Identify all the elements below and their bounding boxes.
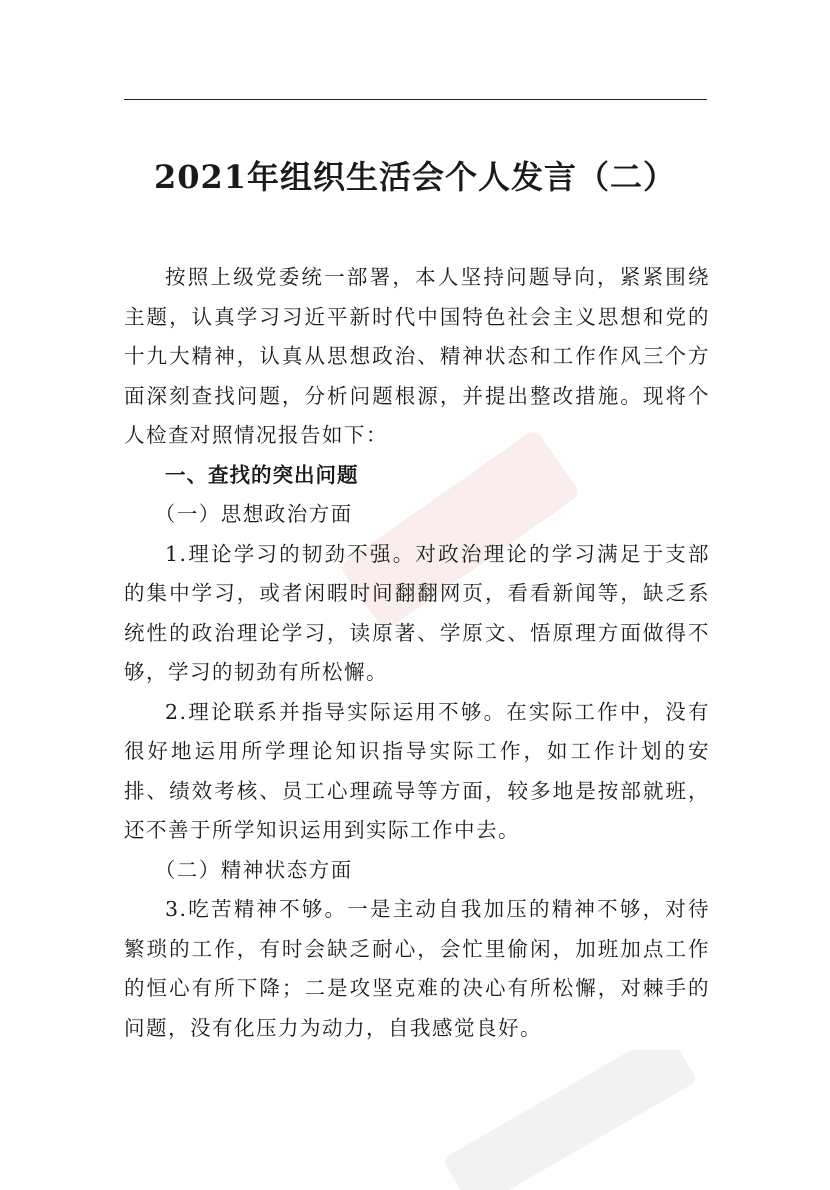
document-title: 2021年组织生活会个人发言（二） <box>153 158 677 196</box>
section-heading: 一、查找的突出问题 <box>165 462 359 487</box>
subsection-heading: （一）思想政治方面 <box>154 502 353 526</box>
intro-paragraph: 按照上级党委统一部署，本人坚持问题导向，紧紧围绕主题，认真学习习近平新时代中国特色社会主义思想和党的十九大精神，认真从思想政治、精神状态和工作作风三个方面深刻查找问题，分析问题根源，并提出整改措施。现将个人检查对照情况报告如下： <box>124 265 710 447</box>
item-paragraph: 1.理论学习的韧劲不强。对政治理论的学习满足于支部的集中学习，或者闲暇时间翻翻网页，看看新闻等，缺乏系统性的政治理论学习，读原著、学原文、悟原理方面做得不够，学习的韧劲有所松懈。 <box>124 541 710 684</box>
item-paragraph: 2.理论联系并指导实际运用不够。在实际工作中，没有很好地运用所学理论知识指导实际工作，如工作计划的安排、绩效考核、员工心理疏导等方面，较多地是按部就班，还不善于所学知识运用到实际工作中去。 <box>124 699 710 842</box>
document-body <box>124 258 710 1048</box>
watermark-logo-bottom <box>420 1050 720 1190</box>
item-paragraph: 3.吃苦精神不够。一是主动自我加压的精神不够，对待繁琐的工作，有时会缺乏耐心，会忙里偷闲，加班加点工作的恒心有所下降；二是攻坚克难的决心有所松懈，对棘手的问题，没有化压力为动力，自我感觉良好。 <box>124 897 710 1040</box>
subsection-heading: （二）精神状态方面 <box>154 857 353 882</box>
header-rule <box>124 99 707 100</box>
